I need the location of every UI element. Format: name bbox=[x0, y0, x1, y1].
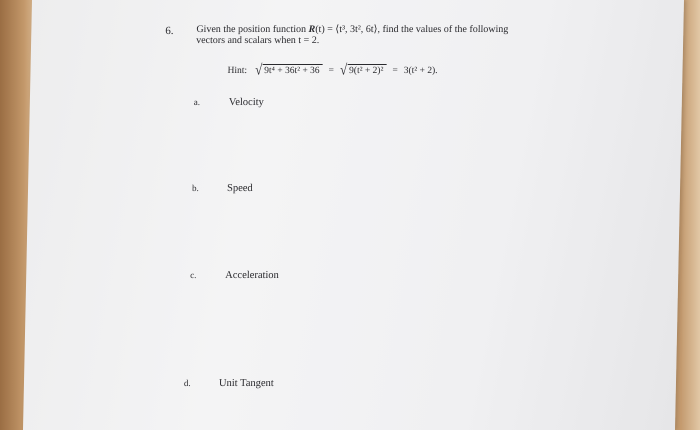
part-letter: d. bbox=[183, 378, 191, 388]
question-number: 6. bbox=[165, 25, 174, 37]
equals-sign-2: = bbox=[392, 65, 398, 76]
radicand-2: 9(t² + 2)² bbox=[347, 64, 387, 77]
part-name: Unit Tangent bbox=[218, 378, 274, 389]
radical-1 bbox=[254, 60, 323, 78]
equals-sign-1: = bbox=[328, 65, 335, 76]
worksheet-paper bbox=[23, 0, 684, 430]
stem-text-start: Given the position function bbox=[196, 24, 309, 35]
part-name: Acceleration bbox=[225, 270, 279, 281]
part-letter: a. bbox=[193, 97, 201, 107]
radicand-1: 9t⁴ + 36t² + 36 bbox=[262, 64, 323, 77]
stem-text-end: , find the values of the following bbox=[377, 24, 509, 35]
position-function-definition: (t) = ⟨t³, 3t², 6t⟩ bbox=[315, 24, 378, 35]
stem-line-2: vectors and scalars when t = 2. bbox=[196, 35, 320, 46]
hint-label: Hint: bbox=[227, 65, 248, 76]
position-function-name: R bbox=[308, 24, 316, 35]
hint-result: 3(t² + 2). bbox=[403, 65, 438, 76]
part-letter: b. bbox=[191, 183, 199, 193]
sqrt-symbol-2: √ bbox=[339, 60, 348, 78]
desk-right-edge bbox=[682, 0, 700, 430]
part-name: Speed bbox=[226, 183, 253, 194]
part-name: Velocity bbox=[228, 97, 264, 108]
radical-2 bbox=[339, 60, 387, 78]
hint-line bbox=[227, 60, 438, 78]
part-letter: c. bbox=[190, 270, 197, 280]
sqrt-symbol-1: √ bbox=[254, 60, 263, 78]
question-stem bbox=[196, 24, 508, 46]
worksheet-content bbox=[23, 0, 684, 430]
